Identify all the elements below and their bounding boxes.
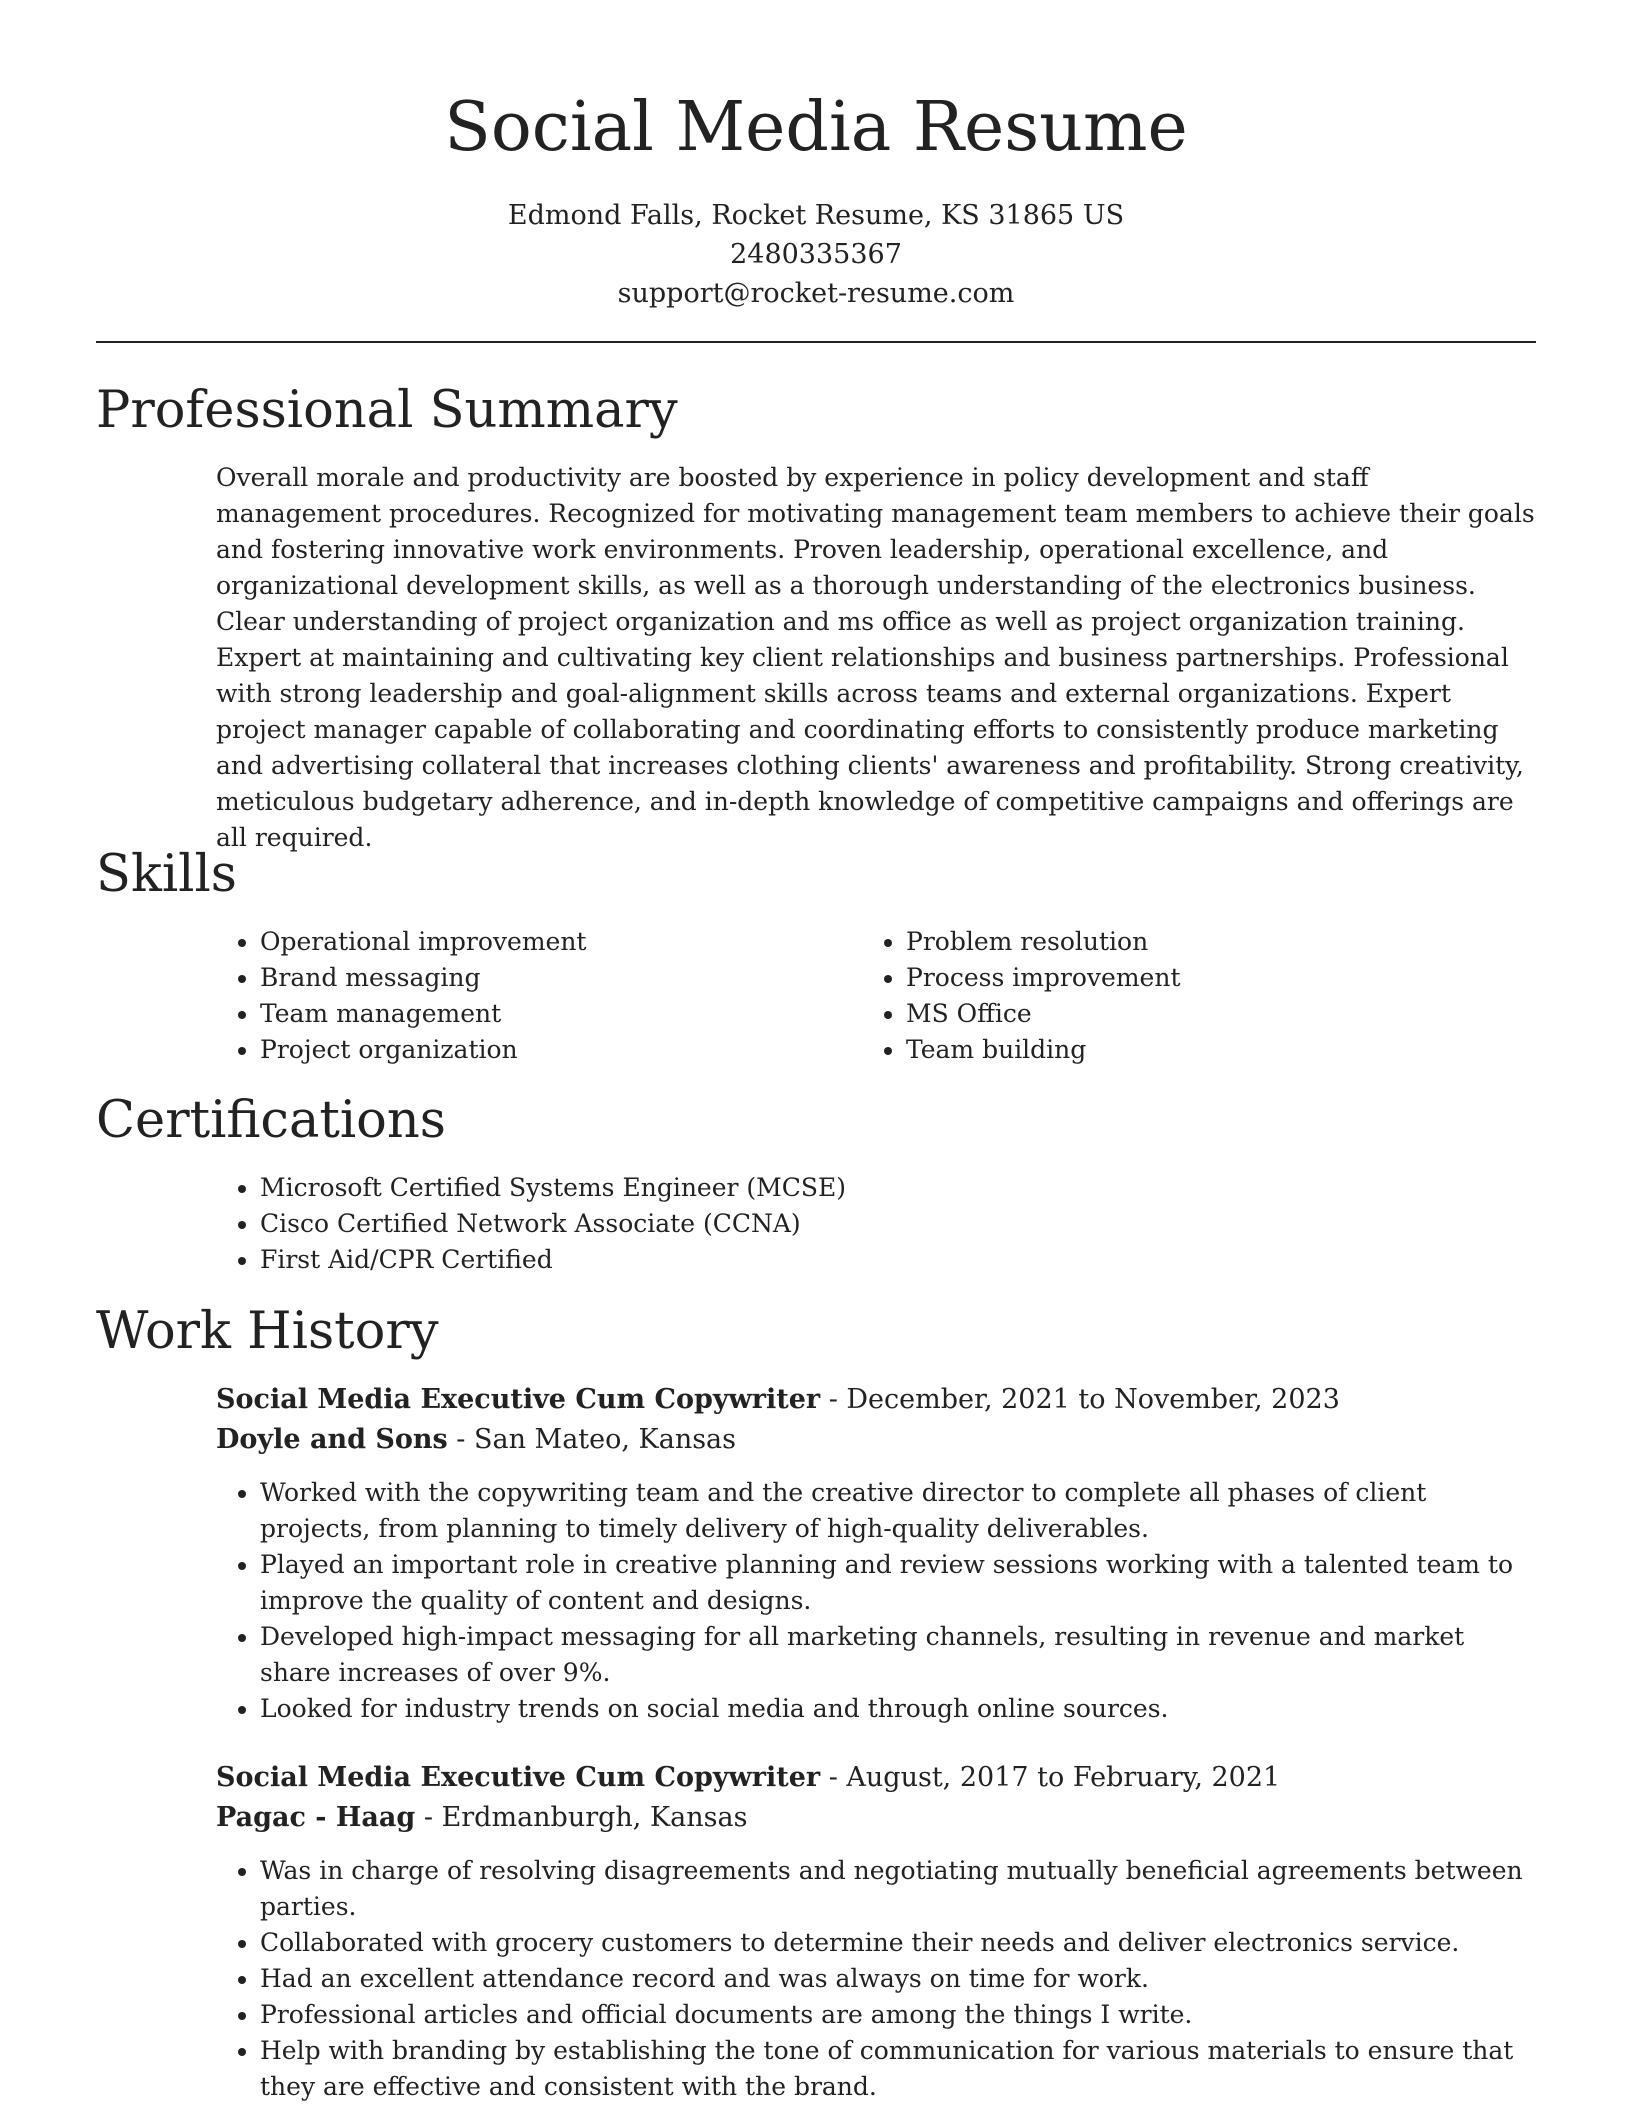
job-location: - Erdmanburgh, Kansas bbox=[415, 1802, 748, 1833]
contact-phone: 2480335367 bbox=[730, 239, 902, 270]
job-location: - San Mateo, Kansas bbox=[447, 1424, 737, 1455]
certification-item: • First Aid/CPR Certified bbox=[260, 1242, 1560, 1278]
job-bullet: • Help with branding by establishing the tone of communication for various materials to ensure that they are effective and consistent with the brand. bbox=[260, 2033, 1536, 2105]
job-title: Social Media Executive Cum Copywriter bbox=[216, 1384, 821, 1415]
job-bullet: • Had an excellent attendance record and was always on time for work. bbox=[260, 1961, 1536, 1997]
skills-list-left bbox=[216, 924, 820, 1068]
skills-heading: Skills bbox=[96, 845, 237, 904]
job-title: Social Media Executive Cum Copywriter bbox=[216, 1762, 821, 1793]
summary-heading: Professional Summary bbox=[96, 381, 678, 440]
job-bullets bbox=[216, 1475, 1536, 1727]
skills-list-right bbox=[862, 924, 1466, 1068]
job-company: Doyle and Sons bbox=[216, 1424, 448, 1455]
job-bullet: • Was in charge of resolving disagreements and negotiating mutually beneficial agreements between parties. bbox=[260, 1853, 1536, 1925]
job-title-line bbox=[216, 1380, 1536, 1420]
job-bullet: • Worked with the copywriting team and the creative director to complete all phases of client projects, from planning to timely delivery of high-quality deliverables. bbox=[260, 1475, 1536, 1547]
skill-item: • Project organization bbox=[260, 1032, 820, 1068]
work-history-heading: Work History bbox=[96, 1302, 439, 1361]
resume-header bbox=[0, 0, 1632, 313]
job-bullet: • Developed high-impact messaging for all marketing channels, resulting in revenue and market share increases of over 9%. bbox=[260, 1619, 1536, 1691]
contact-email: support@rocket-resume.com bbox=[617, 278, 1015, 309]
job-company-line bbox=[216, 1420, 1536, 1460]
job-bullet: • Played an important role in creative planning and review sessions working with a talented team to improve the quality of content and designs. bbox=[260, 1547, 1536, 1619]
skill-item: • MS Office bbox=[906, 996, 1466, 1032]
skill-item: • Problem resolution bbox=[906, 924, 1466, 960]
skill-item: • Team management bbox=[260, 996, 820, 1032]
skill-item: • Process improvement bbox=[906, 960, 1466, 996]
certification-item: • Microsoft Certified Systems Engineer (MCSE) bbox=[260, 1170, 1560, 1206]
job-company: Pagac - Haag bbox=[216, 1802, 416, 1833]
header-divider bbox=[96, 341, 1536, 343]
job-company-line bbox=[216, 1798, 1536, 1838]
job-bullet: • Collaborated with grocery customers to determine their needs and deliver electronics service. bbox=[260, 1925, 1536, 1961]
skill-item: • Operational improvement bbox=[260, 924, 820, 960]
skill-item: • Brand messaging bbox=[260, 960, 820, 996]
certification-item: • Cisco Certified Network Associate (CCNA) bbox=[260, 1206, 1560, 1242]
skill-item: • Team building bbox=[906, 1032, 1466, 1068]
job-bullet: • Professional articles and official documents are among the things I write. bbox=[260, 1997, 1536, 2033]
certifications-heading: Certifications bbox=[96, 1091, 446, 1150]
job-bullets bbox=[216, 1853, 1536, 2105]
job-dates: - August, 2017 to February, 2021 bbox=[820, 1762, 1281, 1793]
summary-text: Overall morale and productivity are boosted by experience in policy development and staff management procedures. Recognized for motivating management team members to achieve their goals and fostering innovative work environments. Proven leadership, operational excellence, and organizational development skills, as well as a thorough understanding of the electronics business. Clear understanding of project organization and ms office as well as project organization training. Expert at maintaining and cultivating key client relationships and business partnerships. Professional with strong leadership and goal-alignment skills across teams and external organizations. Expert project manager capable of collaborating and coordinating efforts to consistently produce marketing and advertising collateral that increases clothing clients' awareness and profitability. Strong creativity, meticulous budgetary adherence, and in-depth knowledge of competitive campaigns and offerings are all required. bbox=[216, 463, 1535, 852]
job-bullet: • Looked for industry trends on social media and through online sources. bbox=[260, 1691, 1536, 1727]
resume-title: Social Media Resume bbox=[444, 88, 1188, 167]
certifications-list bbox=[216, 1170, 1560, 1278]
contact-address: Edmond Falls, Rocket Resume, KS 31865 US bbox=[507, 200, 1125, 231]
job-dates: - December, 2021 to November, 2023 bbox=[820, 1384, 1340, 1415]
job-title-line bbox=[216, 1758, 1536, 1798]
